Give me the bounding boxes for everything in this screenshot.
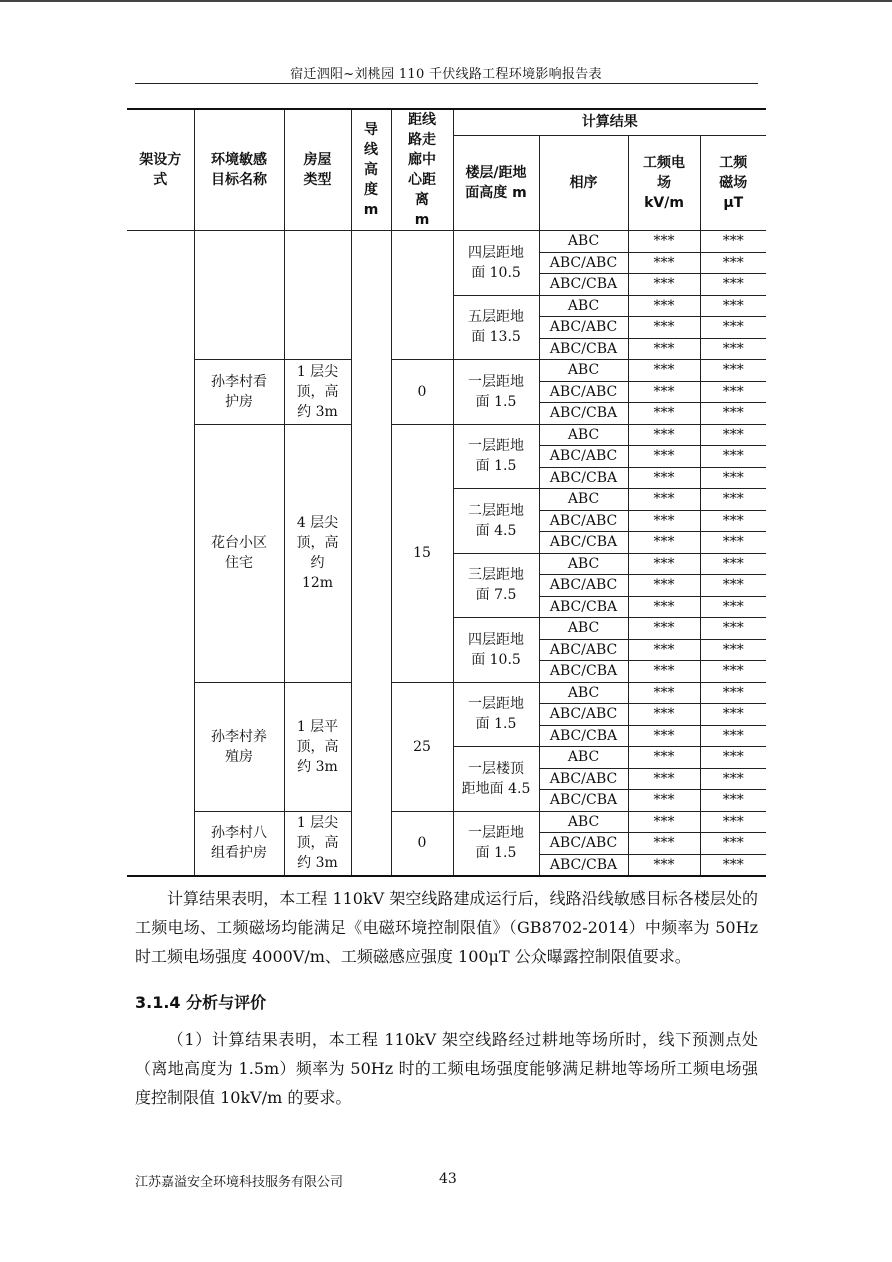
efield-value-cell: *** (628, 639, 700, 661)
target-name-cell (194, 231, 284, 360)
phase-cell: ABC/ABC (539, 381, 628, 403)
bfield-value-cell: *** (700, 510, 766, 532)
col-header-floor: 楼层/距地面高度 m (453, 135, 539, 230)
bfield-value-cell: *** (700, 639, 766, 661)
efield-value-cell: *** (628, 747, 700, 769)
floor-height-cell: 二层距地面 4.5 (453, 489, 539, 554)
distance-cell: 25 (391, 682, 453, 811)
efield-value-cell: *** (628, 231, 700, 253)
target-name-cell: 孙李村八组看护房 (194, 811, 284, 876)
bfield-value-cell: *** (700, 725, 766, 747)
efield-value-cell: *** (628, 317, 700, 339)
efield-value-cell: *** (628, 467, 700, 489)
house-type-cell: 1 层平顶，高约 3m (284, 682, 351, 811)
phase-cell: ABC (539, 360, 628, 382)
floor-height-cell: 三层距地面 7.5 (453, 553, 539, 618)
col-header-results: 计算结果 (453, 109, 766, 135)
efield-value-cell: *** (628, 704, 700, 726)
footer-page-number: 43 (439, 1171, 457, 1187)
wire-height-cell (351, 231, 391, 877)
efield-value-cell: *** (628, 661, 700, 683)
phase-cell: ABC (539, 489, 628, 511)
efield-value-cell: *** (628, 403, 700, 425)
col-header-distance: 距线路走廊中心距离 m (391, 109, 453, 231)
bfield-value-cell: *** (700, 467, 766, 489)
phase-cell: ABC/CBA (539, 725, 628, 747)
house-type-cell (284, 231, 351, 360)
bfield-value-cell: *** (700, 833, 766, 855)
bfield-value-cell: *** (700, 252, 766, 274)
efield-value-cell: *** (628, 252, 700, 274)
distance-cell: 15 (391, 424, 453, 682)
house-type-cell: 1 层尖顶，高约 3m (284, 360, 351, 425)
bfield-value-cell: *** (700, 618, 766, 640)
efield-value-cell: *** (628, 575, 700, 597)
analysis-paragraph-text: （1）计算结果表明，本工程 110kV 架空线路经过耕地等场所时，线下预测点处（离地高度为 1.5m）频率为 50Hz 时的工频电场强度能够满足耕地等场所工频电场强度控制限值 10kV/m 的要求。 (135, 1030, 758, 1107)
col-header-wire-height: 导线高度 m (351, 109, 391, 231)
phase-cell: ABC (539, 682, 628, 704)
target-name-cell: 孙李村看护房 (194, 360, 284, 425)
table-row (127, 231, 766, 253)
table-row (127, 424, 766, 446)
distance-cell: 0 (391, 811, 453, 876)
bfield-value-cell: *** (700, 575, 766, 597)
section-heading: 3.1.4 分析与评价 (135, 993, 267, 1012)
header-rule (135, 83, 758, 84)
distance-cell (391, 231, 453, 360)
efield-value-cell: *** (628, 338, 700, 360)
col-header-house-type: 房屋类型 (284, 109, 351, 231)
bfield-value-cell: *** (700, 295, 766, 317)
bfield-value-cell: *** (700, 274, 766, 296)
efield-value-cell: *** (628, 381, 700, 403)
phase-cell: ABC/CBA (539, 790, 628, 812)
bfield-value-cell: *** (700, 682, 766, 704)
phase-cell: ABC/CBA (539, 403, 628, 425)
phase-cell: ABC (539, 747, 628, 769)
bfield-value-cell: *** (700, 747, 766, 769)
house-type-cell: 1 层尖顶，高约 3m (284, 811, 351, 876)
efield-value-cell: *** (628, 811, 700, 833)
table-row (127, 682, 766, 704)
col-header-efield: 工频电场 kV/m (628, 135, 700, 230)
efield-value-cell: *** (628, 295, 700, 317)
bfield-value-cell: *** (700, 553, 766, 575)
result-paragraph-text: 计算结果表明，本工程 110kV 架空线路建成运行后，线路沿线敏感目标各楼层处的工频电场、工频磁场均能满足《电磁环境控制限值》（GB8702-2014）中频率为 50Hz 时工频电场强度 4000V/m、工频磁感应强度 100μT 公众曝露控制限值要求。 (135, 889, 758, 966)
phase-cell: ABC (539, 424, 628, 446)
bfield-value-cell: *** (700, 532, 766, 554)
bfield-value-cell: *** (700, 811, 766, 833)
mount-cell (127, 231, 194, 877)
phase-cell: ABC/CBA (539, 467, 628, 489)
floor-height-cell: 四层距地面 10.5 (453, 231, 539, 296)
efield-value-cell: *** (628, 833, 700, 855)
bfield-value-cell: *** (700, 403, 766, 425)
efield-value-cell: *** (628, 768, 700, 790)
col-header-phase: 相序 (539, 135, 628, 230)
phase-cell: ABC/CBA (539, 596, 628, 618)
floor-height-cell: 一层距地面 1.5 (453, 424, 539, 489)
bfield-value-cell: *** (700, 381, 766, 403)
phase-cell: ABC/CBA (539, 338, 628, 360)
analysis-paragraph (135, 1025, 758, 1112)
floor-height-cell: 五层距地面 13.5 (453, 295, 539, 360)
bfield-value-cell: *** (700, 854, 766, 876)
col-header-mount: 架设方式 (127, 109, 194, 231)
bfield-value-cell: *** (700, 596, 766, 618)
phase-cell: ABC/ABC (539, 704, 628, 726)
efield-value-cell: *** (628, 532, 700, 554)
phase-cell: ABC (539, 231, 628, 253)
efield-value-cell: *** (628, 510, 700, 532)
distance-cell: 0 (391, 360, 453, 425)
floor-height-cell: 一层距地面 1.5 (453, 682, 539, 747)
target-name-cell: 孙李村养殖房 (194, 682, 284, 811)
phase-cell: ABC (539, 811, 628, 833)
col-header-target: 环境敏感目标名称 (194, 109, 284, 231)
phase-cell: ABC/ABC (539, 510, 628, 532)
table-body (127, 231, 766, 877)
bfield-value-cell: *** (700, 338, 766, 360)
phase-cell: ABC (539, 618, 628, 640)
bfield-value-cell: *** (700, 446, 766, 468)
phase-cell: ABC (539, 295, 628, 317)
result-paragraph (135, 884, 758, 971)
efield-value-cell: *** (628, 489, 700, 511)
phase-cell: ABC/ABC (539, 639, 628, 661)
bfield-value-cell: *** (700, 317, 766, 339)
efield-value-cell: *** (628, 725, 700, 747)
phase-cell: ABC/CBA (539, 854, 628, 876)
efield-value-cell: *** (628, 360, 700, 382)
efield-value-cell: *** (628, 596, 700, 618)
bfield-value-cell: *** (700, 768, 766, 790)
bfield-value-cell: *** (700, 489, 766, 511)
target-name-cell: 花台小区住宅 (194, 424, 284, 682)
floor-height-cell: 一层楼顶距地面 4.5 (453, 747, 539, 812)
bfield-value-cell: *** (700, 360, 766, 382)
phase-cell: ABC/ABC (539, 833, 628, 855)
efield-value-cell: *** (628, 854, 700, 876)
efield-value-cell: *** (628, 618, 700, 640)
house-type-cell: 4 层尖顶，高约 12m (284, 424, 351, 682)
phase-cell: ABC/ABC (539, 768, 628, 790)
calculation-results-table (127, 108, 766, 877)
bfield-value-cell: *** (700, 661, 766, 683)
efield-value-cell: *** (628, 790, 700, 812)
phase-cell: ABC/ABC (539, 252, 628, 274)
floor-height-cell: 四层距地面 10.5 (453, 618, 539, 683)
phase-cell: ABC/ABC (539, 446, 628, 468)
efield-value-cell: *** (628, 446, 700, 468)
phase-cell: ABC/CBA (539, 274, 628, 296)
efield-value-cell: *** (628, 274, 700, 296)
phase-cell: ABC/ABC (539, 317, 628, 339)
floor-height-cell: 一层距地面 1.5 (453, 811, 539, 876)
page-top-border (0, 0, 892, 2)
efield-value-cell: *** (628, 424, 700, 446)
footer-company: 江苏嘉溢安全环境科技服务有限公司 (135, 1175, 344, 1190)
floor-height-cell: 一层距地面 1.5 (453, 360, 539, 425)
phase-cell: ABC (539, 553, 628, 575)
table-row (127, 811, 766, 833)
efield-value-cell: *** (628, 682, 700, 704)
bfield-value-cell: *** (700, 790, 766, 812)
phase-cell: ABC/CBA (539, 532, 628, 554)
table-row (127, 360, 766, 382)
phase-cell: ABC/ABC (539, 575, 628, 597)
efield-value-cell: *** (628, 553, 700, 575)
phase-cell: ABC/CBA (539, 661, 628, 683)
bfield-value-cell: *** (700, 231, 766, 253)
page-header-title: 宿迁泗阳~刘桃园 110 千伏线路工程环境影响报告表 (290, 67, 602, 82)
col-header-bfield: 工频磁场μT (700, 135, 766, 230)
bfield-value-cell: *** (700, 704, 766, 726)
bfield-value-cell: *** (700, 424, 766, 446)
